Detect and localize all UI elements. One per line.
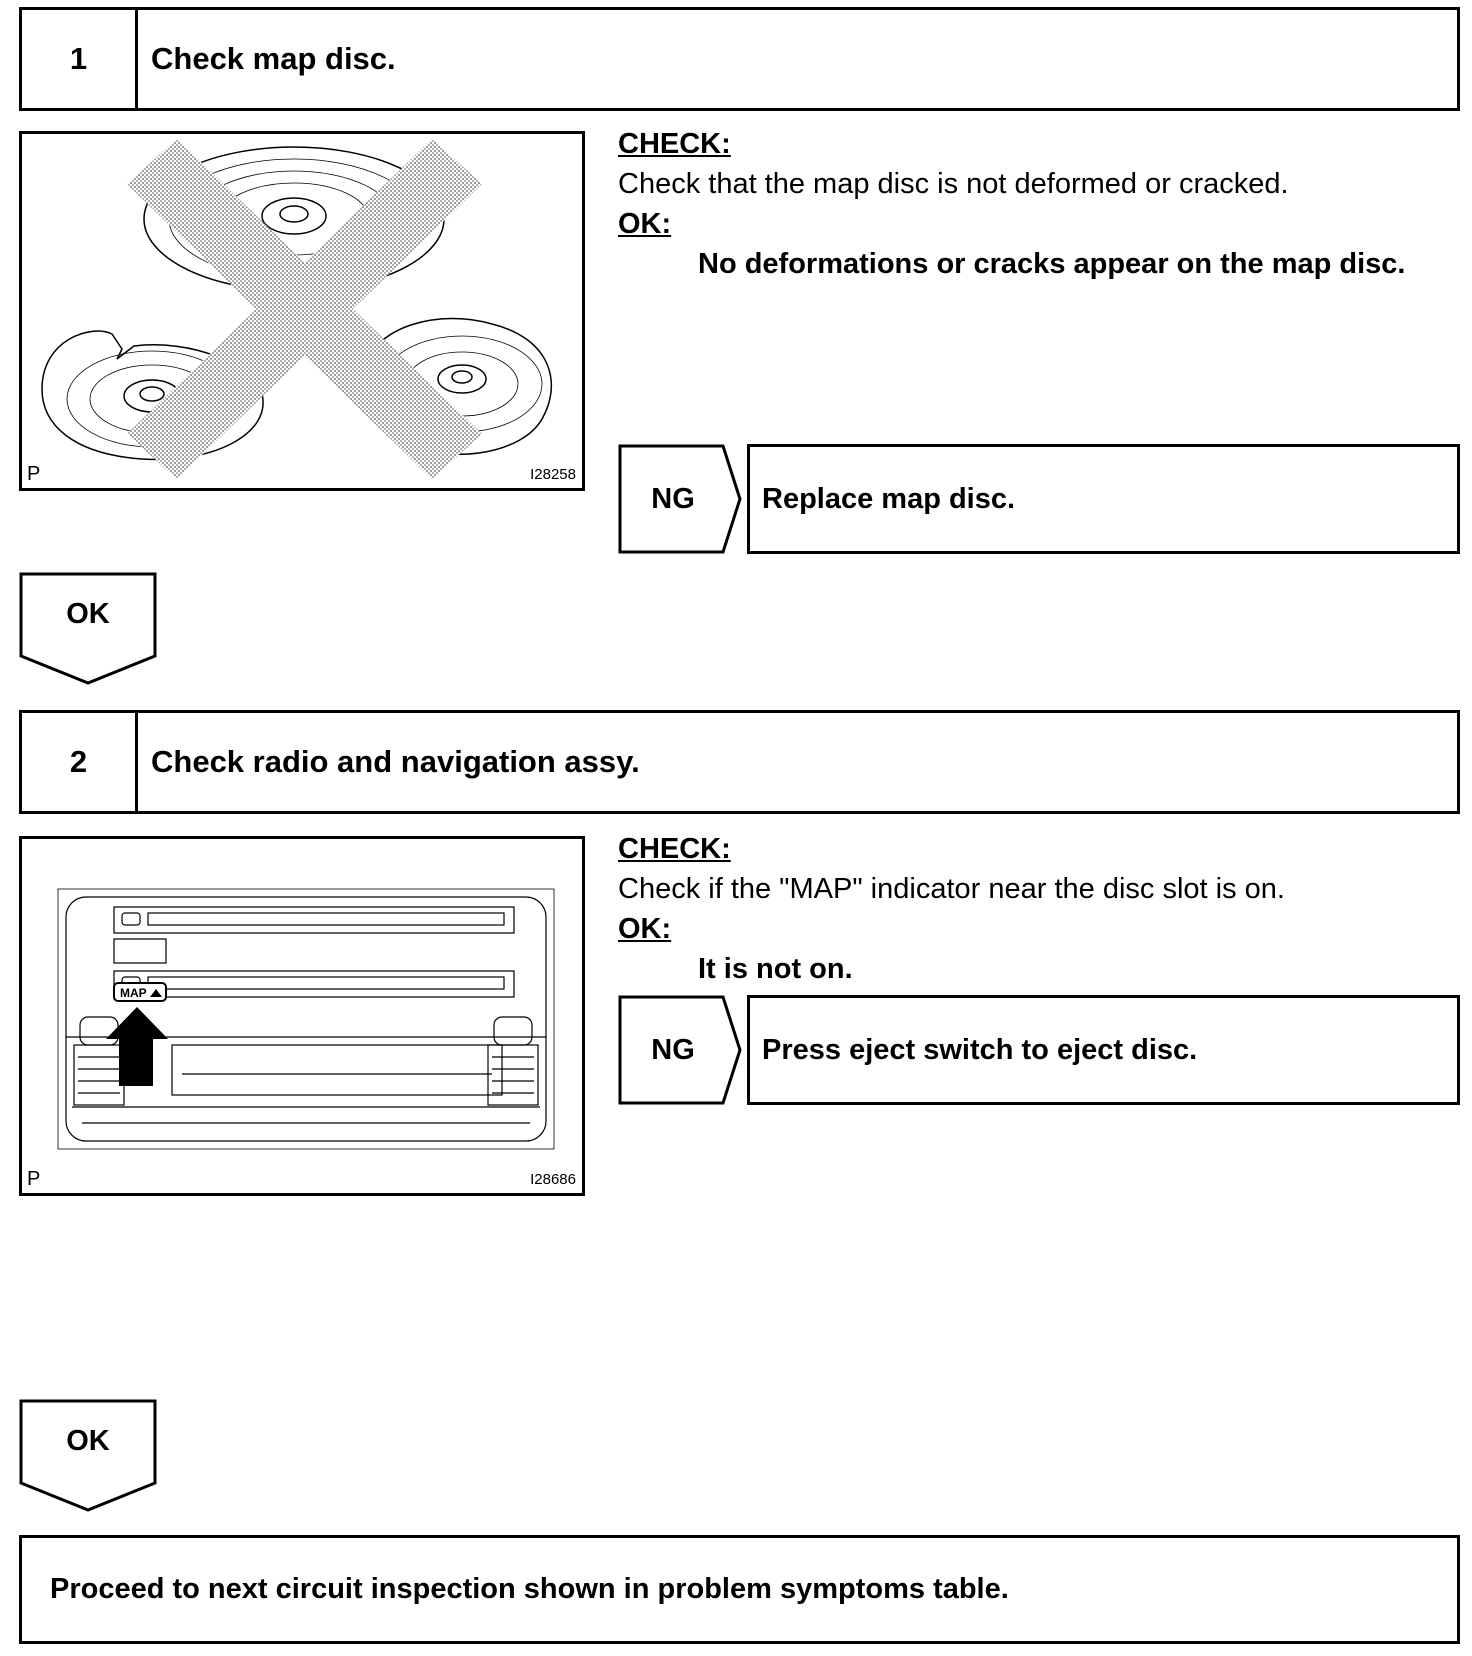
step-1-header [19,7,1460,111]
damaged-discs-drawing [22,134,585,491]
ng-label: NG [651,482,695,515]
ng-action-box: Replace map disc. [747,444,1460,554]
ok-arrow-label: OK [66,597,110,630]
step-1-ng-branch [618,444,1460,554]
step-2-header [19,710,1460,814]
radio-navigation-illustration [19,836,585,1196]
final-instruction-box: Proceed to next circuit inspection shown in problem symptoms table. [19,1535,1460,1644]
step-2-check-heading: CHECK: [618,833,731,865]
step-1-ok-heading: OK: [618,208,672,240]
step-2-number: 2 [22,713,138,811]
illustration-corner-letter: P [27,1168,41,1190]
step-1-check-text: Check that the map disc is not deformed or cracked. [618,168,1289,200]
step-2-ng-branch [618,995,1460,1105]
illustration-corner-letter: P [27,463,41,485]
ng-action-box: Press eject switch to eject disc. [747,995,1460,1105]
illustration-code: I28258 [530,466,576,483]
step-2-title: Check radio and navigation assy. [151,744,640,779]
illustration-code: I28686 [530,1171,576,1188]
map-indicator-label: MAP [120,986,147,1000]
step-2-check-text: Check if the "MAP" indicator near the disc slot is on. [618,873,1285,905]
ng-label: NG [651,1033,695,1066]
step-2-ok-text: It is not on. [698,953,853,985]
step-1-check-heading: CHECK: [618,128,731,160]
step-2-ok-heading: OK: [618,913,672,945]
step-1-number: 1 [22,10,138,108]
step-1-ok-text: No deformations or cracks appear on the map disc. [698,248,1406,280]
map-disc-illustration [19,131,585,491]
step-1-title: Check map disc. [151,41,396,76]
ok-arrow-2 [19,1399,157,1514]
ok-arrow-label: OK [66,1424,110,1457]
radio-unit-drawing [22,839,585,1196]
ok-arrow-1 [19,572,157,687]
